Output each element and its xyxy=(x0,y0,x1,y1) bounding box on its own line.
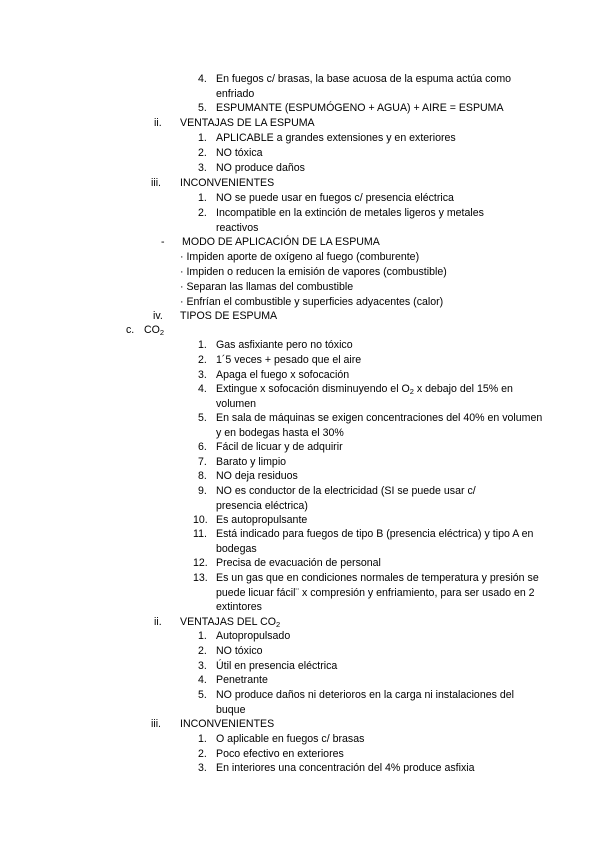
list-item: NO deja residuos xyxy=(216,470,298,482)
section-marker: - xyxy=(161,236,165,248)
list-item: Precisa de evacuación de personal xyxy=(216,557,381,569)
list-item: NO produce daños ni deterioros en la carga ni instalaciones del buque xyxy=(216,689,514,716)
section-heading: MODO DE APLICACIÓN DE LA ESPUMA xyxy=(182,236,380,248)
list-item: Incompatible en la extinción de metales ligeros y metales reactivos xyxy=(216,207,484,234)
list-marker: 5. xyxy=(198,412,207,424)
list-marker: 10. xyxy=(193,514,208,526)
list-item: Autopropulsado xyxy=(216,630,291,642)
list-marker: 11. xyxy=(193,528,207,540)
section-marker: iii. xyxy=(151,718,162,730)
list-marker: 12. xyxy=(193,557,208,569)
list-item: NO tóxica xyxy=(216,147,263,159)
list-marker: 3. xyxy=(198,762,207,774)
list-marker: 2. xyxy=(198,147,207,159)
list-item: En fuegos c/ brasas, la base acuosa de la espuma actúa como enfriado xyxy=(216,73,512,100)
list-item: Gas asfixiante pero no tóxico xyxy=(216,339,353,351)
list-marker: 7. xyxy=(198,456,207,468)
list-marker: 2. xyxy=(198,645,207,657)
bullet-item: · Impiden aporte de oxígeno al fuego (comburente) xyxy=(180,251,420,263)
section-heading: $CO_2$ xyxy=(144,324,165,337)
list-item: Está indicado para fuegos de tipo B (presencia eléctrica) y tipo A en bodegas xyxy=(216,528,534,555)
section-heading: INCONVENIENTES xyxy=(180,718,275,730)
list-marker: 4. xyxy=(198,383,207,395)
section-heading: TIPOS DE ESPUMA xyxy=(180,310,278,322)
list-item: NO se puede usar en fuegos c/ presencia eléctrica xyxy=(216,192,454,204)
list-marker: 1. xyxy=(198,733,207,745)
list-marker: 4. xyxy=(198,73,207,85)
list-item: Penetrante xyxy=(216,674,268,686)
section-marker: iv. xyxy=(153,310,163,322)
list-item: APLICABLE a grandes extensiones y en exteriores xyxy=(216,132,456,144)
section-marker: ii. xyxy=(154,616,162,628)
list-marker: 2. xyxy=(198,207,207,219)
list-item: Es un gas que en condiciones normales de temperatura y presión se puede licuar fácil¨ x compresión y enfriamiento, para ser usado en 2 extintores xyxy=(216,572,539,614)
list-marker: 2. xyxy=(198,354,207,366)
list-marker: 6. xyxy=(198,441,207,453)
section-marker: ii. xyxy=(154,117,162,129)
list-item: NO tóxico xyxy=(216,645,263,657)
list-item: Barato y limpio xyxy=(216,456,287,468)
list-item: Apaga el fuego x sofocación xyxy=(216,369,350,381)
list-item: NO produce daños xyxy=(216,162,305,174)
list-marker: 1. xyxy=(198,192,207,204)
list-item: NO es conductor de la electricidad (SI se puede usar c/ presencia eléctrica) xyxy=(216,485,476,512)
list-item: En interiores una concentración del 4% produce asfixia xyxy=(216,762,475,774)
list-item: Extingue x sofocación disminuyendo el $O_2$ x debajo del 15% en volumen xyxy=(216,383,513,410)
list-item: En sala de máquinas se exigen concentraciones del 40% en volumen y en bodegas hasta el 30% xyxy=(216,412,543,439)
section-heading: INCONVENIENTES xyxy=(180,177,275,189)
section-marker: c. xyxy=(126,324,135,336)
bullet-item: · Separan las llamas del combustible xyxy=(180,281,354,293)
list-marker: 3. xyxy=(198,660,207,672)
list-marker: 1. xyxy=(198,630,207,642)
list-marker: 9. xyxy=(198,485,207,497)
list-marker: 5. xyxy=(198,689,207,701)
list-marker: 3. xyxy=(198,369,207,381)
list-item: ESPUMANTE (ESPUMÓGENO + AGUA) + AIRE = ESPUMA xyxy=(216,102,504,114)
section-marker: iii. xyxy=(151,177,162,189)
list-marker: 13. xyxy=(193,572,208,584)
list-item: Es autopropulsante xyxy=(216,514,308,526)
list-marker: 2. xyxy=(198,748,207,760)
list-item: Poco efectivo en exteriores xyxy=(216,748,344,760)
list-item: O aplicable en fuegos c/ brasas xyxy=(216,733,365,745)
section-heading: VENTAJAS DEL $CO_2$ xyxy=(180,616,281,629)
list-marker: 3. xyxy=(198,162,207,174)
list-item: Útil en presencia eléctrica xyxy=(216,660,338,672)
list-marker: 1. xyxy=(198,132,207,144)
list-item: 1´5 veces + pesado que el aire xyxy=(216,354,362,366)
list-marker: 8. xyxy=(198,470,207,482)
section-heading: VENTAJAS DE LA ESPUMA xyxy=(180,117,315,129)
bullet-item: · Impiden o reducen la emisión de vapores (combustible) xyxy=(180,266,447,278)
list-marker: 1. xyxy=(198,339,207,351)
list-marker: 5. xyxy=(198,102,207,114)
list-marker: 4. xyxy=(198,674,207,686)
list-item: Fácil de licuar y de adquirir xyxy=(216,441,343,453)
bullet-item: · Enfrían el combustible y superficies adyacentes (calor) xyxy=(180,296,444,308)
